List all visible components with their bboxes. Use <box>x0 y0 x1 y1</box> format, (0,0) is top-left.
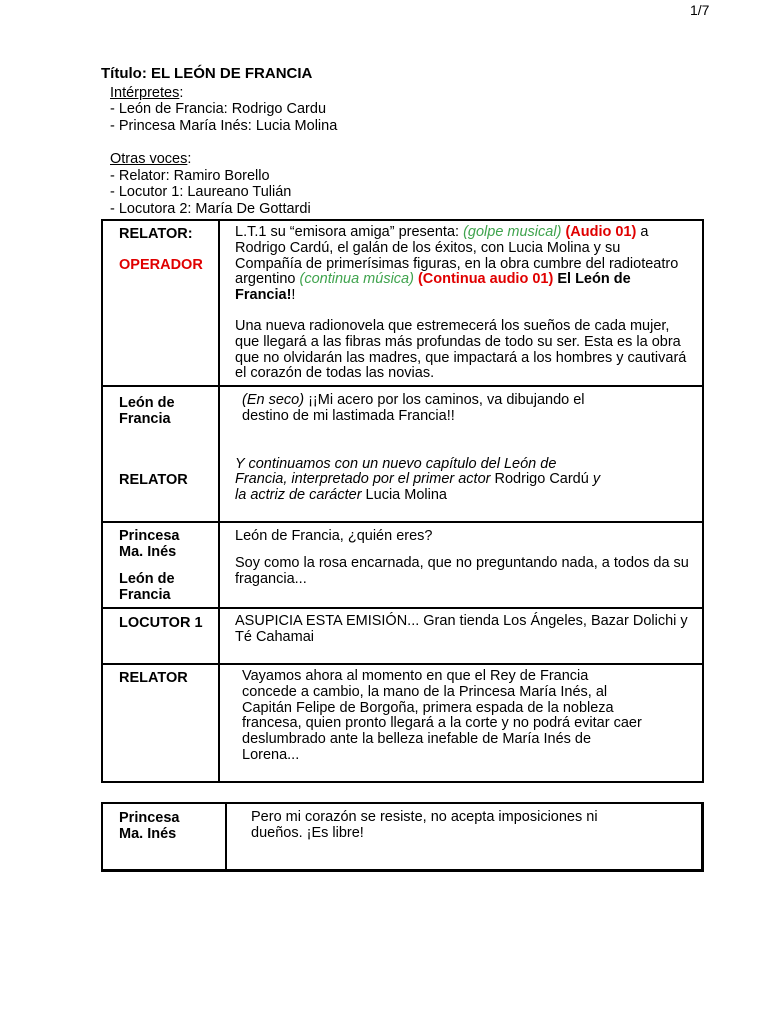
dialogue-cell <box>219 386 703 522</box>
dialogue-text: Soy como la rosa encarnada, que no preguntando nada, a todos da su fragancia... <box>235 554 689 587</box>
role-label-operator: OPERADOR <box>119 257 203 273</box>
role-label: León de Francia <box>119 571 175 603</box>
audio-cue: (Continua audio 01) <box>417 271 554 288</box>
script-row <box>102 220 703 386</box>
role-label: León de Francia <box>119 395 175 427</box>
dialogue-cell <box>219 220 703 386</box>
page-number: 1/7 <box>690 2 710 18</box>
script-table <box>101 219 704 783</box>
role-label: RELATOR <box>119 472 188 488</box>
dialogue-cell <box>219 522 703 608</box>
script-row <box>102 664 703 782</box>
role-label: Princesa Ma. Inés <box>119 528 180 560</box>
music-cue: (golpe musical) <box>463 224 562 240</box>
dialogue-text: L.T.1 su “emisora amiga” presenta: (golpe musical) (Audio 01) a Rodrigo Cardú, el galán de los éxitos, con Lucia Molina y su Compañía de primerísimas figuras, en la obra cumbre del radioteatro argentino (continua música) (Continua audio 01) El León de Francia!! <box>235 224 679 304</box>
dialogue-text: (En seco) ¡¡Mi acero por los caminos, va dibujando el destino de mi lastimada Francia!! <box>242 392 585 424</box>
voice-line: - Locutora 2: María De Gottardi <box>110 200 311 217</box>
role-cell <box>102 608 219 664</box>
dialogue-cell <box>219 608 703 664</box>
voice-line: - Locutor 1: Laureano Tulián <box>110 184 292 200</box>
audio-cue: (Audio 01) <box>565 224 637 240</box>
role-cell <box>102 664 219 782</box>
cast-line: - León de Francia: Rodrigo Cardu <box>110 101 327 117</box>
script-row <box>102 803 703 870</box>
role-cell <box>102 220 219 386</box>
role-cell <box>102 522 219 608</box>
dialogue-text: ASUPICIA ESTA EMISIÓN... Gran tienda Los Ángeles, Bazar Dolichi y Té Cahamai <box>235 613 688 645</box>
dialogue-cell <box>219 664 703 782</box>
dialogue-text: Una nueva radionovela que estremecerá los sueños de cada mujer, que llegará a las fibras más profundas de todo su ser. Esta es la obra que no olvidarán las madres, que impactará a los hombres y cautivará el corazón de todas las novias. <box>235 317 687 382</box>
role-label: Princesa Ma. Inés <box>119 810 180 842</box>
script-title: Título: EL LEÓN DE FRANCIA <box>101 65 313 82</box>
dialogue-cell <box>226 803 703 870</box>
role-cell <box>102 386 219 522</box>
script-row <box>102 522 703 608</box>
cast-line: - Princesa María Inés: Lucia Molina <box>110 117 338 134</box>
role-label: LOCUTOR 1 <box>119 615 203 631</box>
otras-voces-heading: Otras voces: <box>110 151 192 167</box>
script-table-continued <box>101 802 704 872</box>
role-label: RELATOR <box>119 670 188 686</box>
stage-direction: (En seco) <box>242 392 305 408</box>
dialogue-text: León de Francia, ¿quién eres? <box>235 528 433 544</box>
interpretes-heading: Intérpretes: <box>110 84 184 101</box>
voice-line: - Relator: Ramiro Borello <box>110 167 270 184</box>
role-cell <box>102 803 226 870</box>
dialogue-text: Y continuamos con un nuevo capítulo del León de Francia, interpretado por el primer actor Rodrigo Cardú y la actriz de carácter Lucia Molina <box>235 455 601 504</box>
role-label: RELATOR: <box>119 226 193 242</box>
script-row <box>102 608 703 664</box>
script-row <box>102 386 703 522</box>
script-header <box>101 66 337 217</box>
dialogue-text: Vayamos ahora al momento en que el Rey de Francia concede a cambio, la mano de la Princesa María Inés, al Capitán Felipe de Borgoña, primera espada de la nobleza francesa, quien pronto llegará a la corte y no podrá evitar caer deslumbrado ante la belleza inefable de María Inés de Lorena... <box>242 668 642 763</box>
music-cue: (continua música) <box>299 271 414 288</box>
dialogue-text: Pero mi corazón se resiste, no acepta imposiciones ni dueños. ¡Es libre! <box>251 809 598 841</box>
